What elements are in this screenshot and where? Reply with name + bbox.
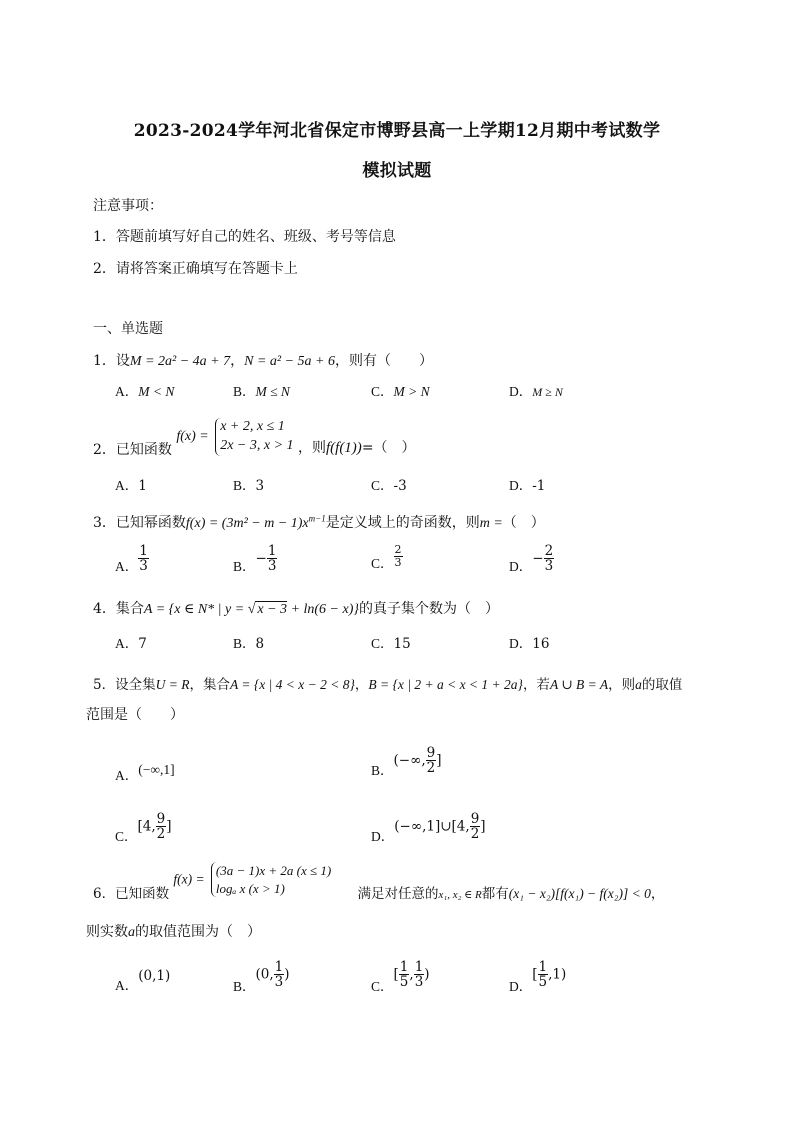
option-a[interactable]: A．7 bbox=[115, 636, 147, 652]
math-expression: f(x) = (3m² − m − 1)x bbox=[185, 516, 309, 531]
math-expression: N = a² − 5a + 6 bbox=[244, 354, 336, 369]
piecewise-cases: x + 2, x ≤ 1 2x − 3, x > 1 bbox=[215, 418, 293, 456]
question-number: 3． bbox=[93, 515, 116, 531]
option-a[interactable]: A． $\frac{1}{3}$ bbox=[115, 543, 148, 575]
question-number: 6． bbox=[93, 885, 116, 902]
option-c[interactable]: C．[ $\frac{1}{5}$ , $\frac{1}{3}$ ) bbox=[371, 959, 430, 994]
math-expression: (x₁ − x₂)[f(x₁) − f(x₂)] < 0 bbox=[508, 885, 651, 901]
fraction: $\frac{1}{3}$ bbox=[267, 543, 277, 575]
notes-heading: 注意事项： bbox=[93, 198, 163, 214]
question-1: 1．设M = 2a² − 4a + 7，N = a² − 5a + 6，则有（ ） bbox=[93, 353, 434, 369]
fraction: $\frac{1}{3}$ bbox=[139, 543, 148, 575]
notes-item-1: 1．答题前填写好自己的姓名、班级、考号等信息 bbox=[93, 229, 396, 245]
question-number: 5． bbox=[93, 677, 116, 693]
option-d[interactable]: D．(−∞,1]∪[4, $\frac{9}{2}$ ] bbox=[371, 811, 486, 844]
fraction: $\frac{9}{2}$ bbox=[156, 811, 166, 843]
fraction: $\frac{1}{3}$ bbox=[274, 959, 284, 991]
option-d[interactable]: D．16 bbox=[509, 636, 550, 652]
option-b[interactable]: B．8 bbox=[233, 636, 265, 652]
math-expression: M = 2a² − 4a + 7 bbox=[129, 354, 231, 369]
page-subtitle: 模拟试题 bbox=[362, 161, 432, 181]
option-c[interactable]: C．[4, $\frac{9}{2}$ ] bbox=[115, 811, 172, 844]
option-c[interactable]: C．M > N bbox=[371, 384, 430, 399]
function-name: f(x) = bbox=[173, 871, 205, 887]
question-2: 2．已知函数 f(x) = x + 2, x ≤ 1 2x − 3, x > 1 ，则f(f(1))=（ ） bbox=[93, 419, 416, 458]
option-c[interactable]: C．15 bbox=[371, 636, 411, 652]
question-5: 5．设全集U = R，集合A = {x | 4 < x − 2 < 8}，B = {x | 2 + a < x < 1 + 2a}，若A ∪ B = A，则a的取值 bbox=[93, 677, 683, 693]
question-4: 4．集合A = {x ∈ N* | y = √ x − 3 + ln(6 − x)}的真子集个数为（ ） bbox=[93, 601, 499, 617]
fraction: $\frac{9}{2}$ bbox=[470, 811, 480, 843]
option-a[interactable]: A．M < N bbox=[115, 384, 175, 399]
option-c[interactable]: C． $\frac{2}{3}$ bbox=[371, 543, 402, 572]
option-d[interactable]: D．M ≥ N bbox=[509, 384, 563, 399]
fraction: $\frac{9}{2}$ bbox=[426, 745, 436, 777]
notes-item-2: 2．请将答案正确填写在答题卡上 bbox=[93, 261, 298, 277]
option-d[interactable]: D．[ $\frac{1}{5}$ ,1) bbox=[509, 959, 567, 994]
page-title: 2023-2024学年河北省保定市博野县高一上学期12月期中考试数学 bbox=[133, 121, 661, 141]
question-3: 3．已知幂函数$f(x) = (3m^2 - m - 1)x^{m-1}$是定义域上的奇函数，则m =（ ） bbox=[93, 513, 545, 531]
option-a[interactable]: A．(−∞,1] bbox=[115, 762, 175, 783]
math-expression: A = {x ∈ N* | y = √ x − 3 + ln(6 − x)} bbox=[143, 602, 359, 617]
question-number: 1． bbox=[93, 353, 116, 369]
math-expression: A = {x | 4 < x − 2 < 8} bbox=[229, 677, 355, 692]
question-number: 4． bbox=[93, 601, 116, 617]
question-6: 6．已知函数 f(x) = (3a − 1)x + 2a (x ≤ 1) logₐ x (x > 1) 满足对任意的x₁, x₂ ∈ R都有(x₁ − x₂)[f(x₁) − f(x₂)] < 0， bbox=[93, 863, 665, 902]
option-d[interactable]: D．− $\frac{2}{3}$ bbox=[509, 543, 554, 575]
option-b[interactable]: B．(−∞, $\frac{9}{2}$ ] bbox=[371, 745, 442, 778]
question-6-line2: 则实数a的取值范围为（ ） bbox=[86, 924, 261, 940]
fraction: $\frac{2}{3}$ bbox=[544, 543, 554, 575]
option-a[interactable]: A．(0,1) bbox=[115, 968, 171, 993]
option-a[interactable]: A．1 bbox=[115, 478, 147, 494]
piecewise-cases: (3a − 1)x + 2a (x ≤ 1) logₐ x (x > 1) bbox=[211, 862, 331, 897]
math-expression: B = {x | 2 + a < x < 1 + 2a} bbox=[368, 677, 523, 692]
option-b[interactable]: B．3 bbox=[233, 478, 265, 494]
math-expression: f(f(1)) bbox=[325, 439, 362, 456]
option-b[interactable]: B．(0, $\frac{1}{3}$ ) bbox=[233, 959, 290, 994]
question-5-line2: 范围是（ ） bbox=[86, 707, 184, 723]
section-title: 一、单选题 bbox=[93, 321, 163, 337]
option-b[interactable]: B．− $\frac{1}{3}$ bbox=[233, 543, 277, 575]
fraction: $\frac{1}{5}$ bbox=[399, 959, 409, 991]
option-d[interactable]: D．-1 bbox=[509, 478, 546, 494]
option-b[interactable]: B．M ≤ N bbox=[233, 384, 290, 399]
question-number: 2． bbox=[93, 441, 116, 458]
option-c[interactable]: C．-3 bbox=[371, 478, 407, 494]
fraction: $\frac{2}{3}$ bbox=[394, 543, 402, 569]
fraction: $\frac{1}{5}$ bbox=[538, 959, 548, 991]
function-name: f(x) = bbox=[176, 428, 209, 444]
fraction: $\frac{1}{3}$ bbox=[414, 959, 424, 991]
